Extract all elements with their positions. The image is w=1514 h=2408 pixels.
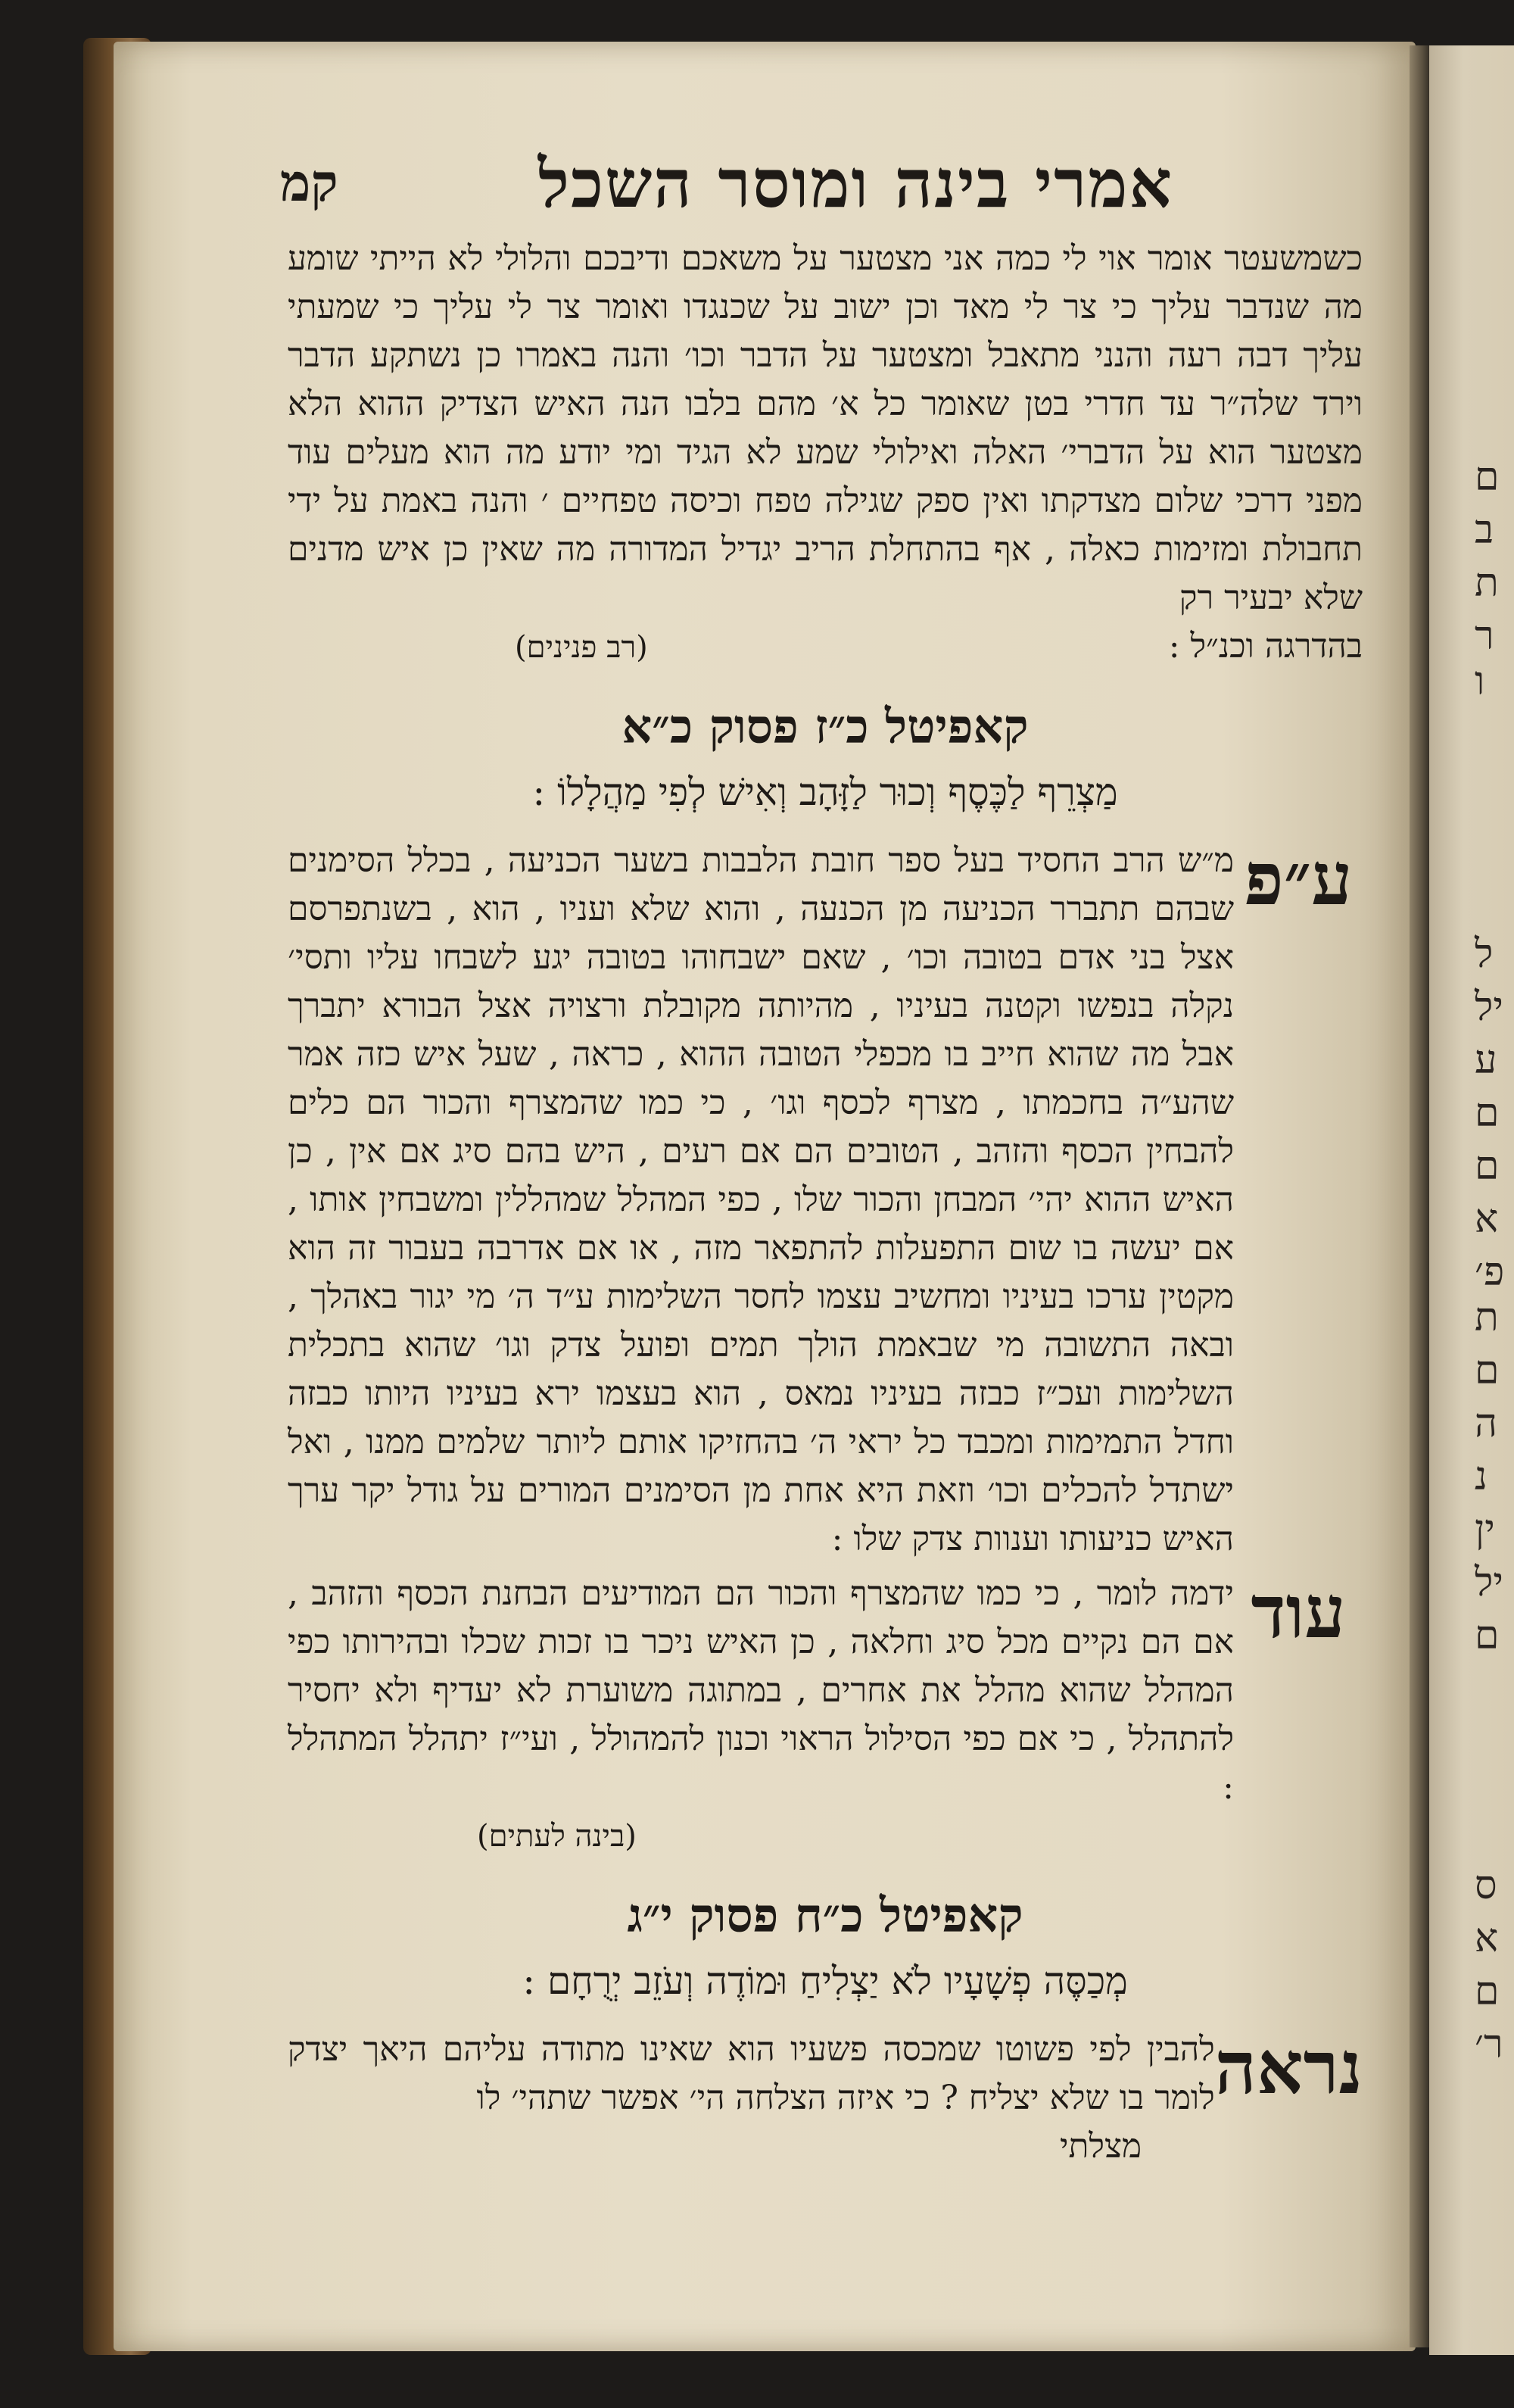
- chapter2-verse: מְכַסֶּה פְשָׁעָיו לֹא יַצְלִיחַ וּמוֹדֶה וְעֹזֵב יְרֻחָם :: [522, 1959, 1128, 2003]
- facing-page-glyph: ר׳: [1475, 2022, 1503, 2067]
- section1-source: (רב פנינים): [515, 630, 648, 665]
- section1-text: כשמשעטר אומר אוי לי כמה אני מצטער על משאכם ודיבכם והלולי לא הייתי שומע מה שנדבר עליך כי צר לי מאד וכן ישוב על שכנגדו ואומר צר לי עליך כי שמעתי עליך דבה רעה והנני מתאבל ומצטער על הדבר וכו׳ והנה באמרו כן נשתקע הדבר וירד שלה״ר עד חדרי בטן שאומר כל א׳ מהם בלבו הנה האיש הצדיק ההוא הלא מצטער הוא על הדברי׳ האלה ואילולי שמע לא הגיד ומי יודע מה הוא מעלים עוד מפני דרכי שלום מצדקתו ואין ספק שגילה טפח וכיסה טפחיים ׳ והנה באמת על ידי תחבולת ומזימות כאלה , אף בהתחלת הריב יגדיל המדורה מה שאין כן איש מדנים שלא יבעיר רק: [288, 239, 1363, 617]
- facing-page-glyph: ם: [1475, 454, 1500, 500]
- para4-initial: נראה: [1214, 2025, 1363, 2110]
- facing-page-glyph: ר: [1475, 613, 1494, 659]
- chapter1-heading: קאפיטל כ״ז פסוק כ״א: [621, 699, 1029, 754]
- para2-initial: ע״פ: [1244, 836, 1353, 922]
- facing-page-glyph: יל: [1475, 984, 1503, 1030]
- facing-page-glyph: א: [1475, 1916, 1499, 1961]
- facing-page-glyph: ם: [1475, 1143, 1500, 1189]
- facing-page-edge: [1429, 45, 1514, 2355]
- facing-page-glyph: ת: [1475, 560, 1499, 606]
- facing-page-glyph: ב: [1475, 507, 1494, 553]
- running-head: [280, 136, 1363, 235]
- facing-page-glyph: ת: [1475, 1295, 1499, 1340]
- catchword: מצלתי: [1060, 2127, 1142, 2166]
- page-content: [280, 136, 1363, 2171]
- facing-page-glyph: ם: [1475, 1090, 1500, 1136]
- facing-page-glyph: ין: [1475, 1507, 1495, 1552]
- facing-page-glyph: ע: [1475, 1037, 1497, 1083]
- page-number: קמ: [280, 153, 338, 214]
- facing-page-glyph: א: [1475, 1196, 1499, 1242]
- facing-page-glyph: ו: [1475, 659, 1485, 704]
- facing-page-glyph: ס: [1475, 1863, 1497, 1908]
- section1-last-line: בהדרגה וכנ״ל :: [1168, 627, 1363, 666]
- para2-block: [288, 837, 1363, 1564]
- book-gutter: [1410, 45, 1431, 2347]
- para3-text: ידמה לומר , כי כמו שהמצרף והכור הם המודיעים הבחנת הכסף והזהב , אם הם נקיים מכל סיג וחלאה , כן האיש ניכר בו זכות שכלו ובהירותו כפי המהלל שהוא מהלל את אחרים , במתוגה משוערת לא יעדיף ולא יחסיר להתהלל , כי אם כפי הסילול הראוי וכנון להמהולל , ועי״ז יתהלל המתהלל :: [288, 1574, 1234, 1807]
- facing-page-glyph: ם: [1475, 1969, 1500, 2014]
- catchword-row: [288, 2123, 1363, 2171]
- chapter1-verse: מַצְרֵף לַכֶּסֶף וְכוּר לַזָּהָב וְאִישׁ לְפִי מַהֲלָלוֹ :: [532, 770, 1118, 814]
- para4-text: להבין לפי פשוטו שמכסה פשעיו הוא שאינו מתודה עליהם היאך יצדק לומר בו שלא יצליח ? כי איזה הצלחה הי׳ אפשר שתהי׳ לו: [288, 2030, 1215, 2117]
- facing-page-glyph: ל: [1475, 931, 1494, 977]
- facing-page-glyph: יל: [1475, 1560, 1503, 1605]
- section1-closing: [288, 622, 1363, 672]
- chapter2-heading: קאפיטל כ״ח פסוק י״ג: [627, 1888, 1023, 1943]
- running-head-title: אמרי בינה ומוסר השכל: [537, 144, 1173, 223]
- para3-source: (בינה לעתים): [477, 1819, 637, 1854]
- facing-page-glyph: ם: [1475, 1348, 1500, 1393]
- para4-block: [288, 2026, 1363, 2123]
- para2-text: מ״ש הרב החסיד בעל ספר חובת הלבבות בשער הכניעה , בכלל הסימנים שבהם תתברר הכניעה מן הכנעה , והוא שלא ועניו , הוא , בשנתפרסם אצל בני אדם בטובה וכו׳ , שאם ישבחוהו בטובה יגע לשבחו עליו ותסי׳ נקלה בנפשו וקטנה בעיניו , מהיותה מקובלת ורצויה אצל הבורא יתברך אבל מה שהוא חייב בו מכפלי הטובה ההוא , כראה , שעל איש כזה אמר שהע״ה בחכמתו , מצרף לכסף וגו׳ , כי כמו שהמצרף והכור הם כלים להבחין הכסף והזהב , הטובים הם אם רעים , היש בהם סיג אם אין , כן האיש ההוא יהי׳ המבחן והכור שלו , כפי המהלל שמהללין ומשבחין אותו , אם יעשה בו שום התפעלות להתפאר מזה , או אם אדרבה בעבור זה הוא מקטין ערכו בעיניו ומחשיב עצמו לחסר השלימות ע״ד ה׳ מי יגור באהלך , ובאה התשובה מי שבאמת הולך תמים ופועל צדק וגו׳ שהוא בתכלית השלימות ועכ״ז כבזה בעיניו נמאס , הוא בעצמו ירא בעיניו היותו כבזה וחדל התמימות ומכבד כל יראי ה׳ בהחזיקו אותם ליותר שלמים ממנו , ואל ישתדל להכלים וכו׳ וזאת היא אחת מן הסימנים המורים על גודל יקר ערך האיש כניעותו וענוות צדק שלו :: [288, 841, 1234, 1558]
- para3-block: [288, 1570, 1363, 1812]
- para3-closing: [288, 1812, 1363, 1861]
- facing-page-glyph: נ: [1475, 1454, 1488, 1499]
- facing-page-glyph: ה: [1475, 1401, 1497, 1446]
- facing-page-glyph: פ׳: [1475, 1249, 1505, 1295]
- facing-page-glyph: ם: [1475, 1613, 1500, 1658]
- para3-initial: עוד: [1251, 1569, 1346, 1655]
